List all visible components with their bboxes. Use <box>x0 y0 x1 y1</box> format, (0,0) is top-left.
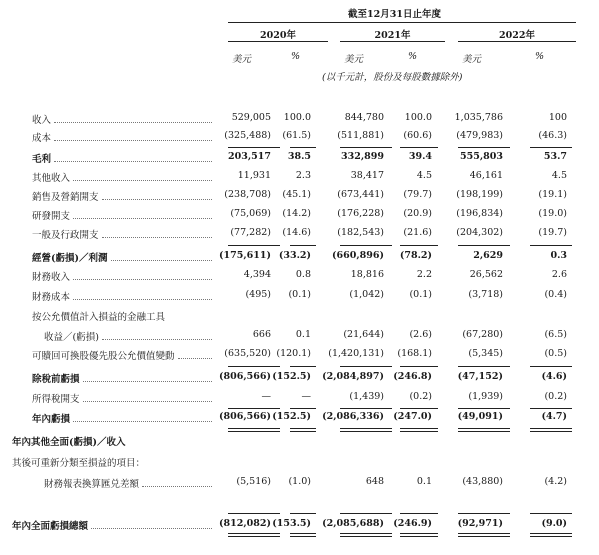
total-rule <box>340 408 392 409</box>
row-label: 所得稅開支 <box>32 394 80 405</box>
row-value: (67,280) <box>462 329 503 340</box>
row-value: (168.1) <box>397 348 432 359</box>
row-value: (43,880) <box>462 476 503 487</box>
row-value: (152.5) <box>272 411 311 422</box>
row-value: (1,042) <box>349 289 384 300</box>
row-label: 按公允價值計入損益的金融工具 <box>32 312 166 323</box>
row-value: (246.9) <box>393 518 432 529</box>
col-pct-2022: % <box>535 51 545 62</box>
row-value: (120.1) <box>276 348 311 359</box>
total-rule <box>340 428 392 429</box>
row-value: (182,543) <box>337 227 384 238</box>
row-value: (0.1) <box>288 289 311 300</box>
row-value: (19.1) <box>538 189 567 200</box>
row-label: 經營(虧損)／利潤 <box>32 253 108 264</box>
total-rule <box>530 245 572 246</box>
row-value: 4,394 <box>243 269 271 280</box>
row-value: (79.7) <box>403 189 432 200</box>
row-value: (4.7) <box>541 411 567 422</box>
row-value: 844,780 <box>344 112 384 123</box>
total-rule <box>400 428 438 429</box>
row-value: 555,803 <box>460 151 503 162</box>
total-rule <box>290 533 316 534</box>
row-value: 666 <box>252 329 271 340</box>
row-value: (49,091) <box>457 411 503 422</box>
total-rule <box>228 408 280 409</box>
row-value: (673,441) <box>337 189 384 200</box>
row-value: 0.3 <box>550 250 567 261</box>
total-rule <box>340 536 392 537</box>
total-rule <box>400 533 438 534</box>
total-rule <box>228 147 280 148</box>
row-value: (495) <box>245 289 271 300</box>
total-rule <box>340 147 392 148</box>
row-value: 1,035,786 <box>454 112 503 123</box>
total-rule <box>458 245 510 246</box>
row-label: 可贖回可換股優先股公允價值變動 <box>32 351 175 362</box>
row-value: (75,069) <box>230 208 271 219</box>
year-2021-heading: 2021年 <box>374 30 411 41</box>
row-value: (812,082) <box>219 518 271 529</box>
row-value: 53.7 <box>543 151 567 162</box>
total-rule <box>458 408 510 409</box>
total-rule <box>400 147 438 148</box>
row-value: (1,439) <box>349 391 384 402</box>
total-rule <box>340 533 392 534</box>
total-rule <box>400 366 438 367</box>
row-value: 26,562 <box>469 269 503 280</box>
row-value: (176,228) <box>337 208 384 219</box>
row-value: (660,896) <box>332 250 384 261</box>
units-note: (以千元計，股份及每股數據除外) <box>322 72 463 83</box>
row-value: (175,611) <box>219 250 271 261</box>
total-rule <box>228 533 280 534</box>
row-value: (1,420,131) <box>328 348 384 359</box>
row-value: (479,983) <box>456 130 503 141</box>
row-value: 11,931 <box>237 170 271 181</box>
total-rule <box>530 428 572 429</box>
row-value: 529,005 <box>231 112 271 123</box>
row-value: (46.3) <box>538 130 567 141</box>
row-value: (246.8) <box>393 371 432 382</box>
row-value: 100.0 <box>283 112 311 123</box>
row-value: (60.6) <box>403 130 432 141</box>
total-rule <box>290 428 316 429</box>
total-rule <box>530 533 572 534</box>
row-value: 39.4 <box>408 151 432 162</box>
row-label: 年內虧損 <box>32 414 71 425</box>
total-rule <box>290 408 316 409</box>
total-rule <box>228 366 280 367</box>
total-rule <box>290 536 316 537</box>
row-value: (0.5) <box>544 348 567 359</box>
row-value: (3,718) <box>468 289 503 300</box>
row-label: 其後可重新分類至損益的項目： <box>12 458 146 469</box>
row-value: (1,939) <box>468 391 503 402</box>
row-label: 收益／(虧損) <box>44 332 99 343</box>
row-value: 4.5 <box>551 170 567 181</box>
row-value: 18,816 <box>350 269 384 280</box>
year-2020-rule <box>228 41 328 42</box>
total-rule <box>228 536 280 537</box>
col-pct-2020: % <box>291 51 301 62</box>
row-value: (9.0) <box>541 518 567 529</box>
row-value: 4.5 <box>416 170 432 181</box>
row-value: (92,971) <box>457 518 503 529</box>
year-2022-rule <box>458 41 576 42</box>
row-value: 203,517 <box>228 151 271 162</box>
col-unit-2021: 美元 <box>344 54 364 65</box>
row-value: (806,566) <box>219 371 271 382</box>
row-label: 銷售及營銷開支 <box>32 192 99 203</box>
row-label: 財務報表換算匯兑差額 <box>44 479 140 490</box>
row-label: 年內其他全面(虧損)／收入 <box>12 437 126 448</box>
total-rule <box>530 431 572 432</box>
total-rule <box>530 513 572 514</box>
row-label: 其他收入 <box>32 173 71 184</box>
row-value: 0.1 <box>416 476 432 487</box>
total-rule <box>458 431 510 432</box>
total-rule <box>530 408 572 409</box>
row-value: (0.2) <box>409 391 432 402</box>
row-label: 一般及行政開支 <box>32 230 99 241</box>
row-value: (78.2) <box>399 250 432 261</box>
row-value: (47,152) <box>457 371 503 382</box>
col-unit-2020: 美元 <box>232 54 252 65</box>
row-value: (14.6) <box>282 227 311 238</box>
row-value: (19.0) <box>538 208 567 219</box>
total-rule <box>458 536 510 537</box>
total-rule <box>290 245 316 246</box>
row-value: (6.5) <box>544 329 567 340</box>
total-rule <box>228 431 280 432</box>
row-value: (325,488) <box>224 130 271 141</box>
row-value: 2.3 <box>295 170 311 181</box>
total-rule <box>228 513 280 514</box>
row-value: (247.0) <box>393 411 432 422</box>
total-rule <box>228 428 280 429</box>
row-value: (511,881) <box>337 130 384 141</box>
row-value: (204,302) <box>456 227 503 238</box>
row-value: (14.2) <box>282 208 311 219</box>
row-value: (0.1) <box>409 289 432 300</box>
period-heading: 截至12月31日止年度 <box>348 9 441 20</box>
row-value: (1.0) <box>288 476 311 487</box>
row-value: (0.2) <box>544 391 567 402</box>
total-rule <box>400 431 438 432</box>
row-value: 2,629 <box>473 250 503 261</box>
row-value: (2,086,336) <box>322 411 384 422</box>
row-label: 除稅前虧損 <box>32 374 80 385</box>
total-rule <box>458 428 510 429</box>
row-label: 財務成本 <box>32 292 71 303</box>
total-rule <box>340 513 392 514</box>
row-value: — <box>301 391 311 402</box>
row-value: (4.2) <box>544 476 567 487</box>
year-2020-heading: 2020年 <box>260 30 296 41</box>
total-rule <box>400 408 438 409</box>
row-value: 100 <box>548 112 567 123</box>
row-label: 研發開支 <box>32 211 71 222</box>
total-rule <box>290 147 316 148</box>
col-pct-2021: % <box>408 51 418 62</box>
row-value: 38,417 <box>350 170 384 181</box>
row-value: 0.8 <box>295 269 311 280</box>
col-unit-2022: 美元 <box>462 54 482 65</box>
row-value: 2.2 <box>416 269 432 280</box>
row-label: 財務收入 <box>32 272 71 283</box>
row-value: (153.5) <box>272 518 311 529</box>
total-rule <box>340 245 392 246</box>
row-value: 332,899 <box>341 151 384 162</box>
total-rule <box>458 533 510 534</box>
row-value: (238,708) <box>224 189 271 200</box>
row-value: (0.4) <box>544 289 567 300</box>
row-value: (806,566) <box>219 411 271 422</box>
row-value: (5,516) <box>236 476 271 487</box>
total-rule <box>400 513 438 514</box>
year-2022-heading: 2022年 <box>499 30 535 41</box>
total-rule <box>400 245 438 246</box>
total-rule <box>458 366 510 367</box>
row-value: 38.5 <box>287 151 311 162</box>
row-label: 收入 <box>32 115 52 126</box>
total-rule <box>340 431 392 432</box>
total-rule <box>400 536 438 537</box>
row-value: (20.9) <box>403 208 432 219</box>
row-value: 648 <box>365 476 384 487</box>
row-value: (2.6) <box>409 329 432 340</box>
total-rule <box>530 366 572 367</box>
total-rule <box>228 245 280 246</box>
row-label: 毛利 <box>32 154 52 165</box>
row-value: (61.5) <box>282 130 311 141</box>
total-rule <box>530 536 572 537</box>
row-value: (4.6) <box>541 371 567 382</box>
row-label: 年內全面虧損總額 <box>12 521 89 532</box>
total-rule <box>458 513 510 514</box>
row-value: 100.0 <box>404 112 432 123</box>
row-value: 2.6 <box>551 269 567 280</box>
total-rule <box>530 147 572 148</box>
row-value: (45.1) <box>282 189 311 200</box>
row-label: 成本 <box>32 133 52 144</box>
total-rule <box>290 431 316 432</box>
row-value: (77,282) <box>230 227 271 238</box>
row-value: (21,644) <box>343 329 384 340</box>
row-value: 0.1 <box>295 329 311 340</box>
row-value: (152.5) <box>272 371 311 382</box>
total-rule <box>458 147 510 148</box>
row-value: (196,834) <box>456 208 503 219</box>
row-value: — <box>261 391 271 402</box>
year-2021-rule <box>340 41 445 42</box>
total-rule <box>290 366 316 367</box>
row-value: (33.2) <box>278 250 311 261</box>
row-value: (21.6) <box>403 227 432 238</box>
period-rule <box>228 22 576 23</box>
row-value: (2,084,897) <box>322 371 384 382</box>
row-value: (198,199) <box>456 189 503 200</box>
row-value: (5,345) <box>468 348 503 359</box>
row-value: (19.7) <box>538 227 567 238</box>
row-value: (635,520) <box>224 348 271 359</box>
total-rule <box>290 513 316 514</box>
total-rule <box>340 366 392 367</box>
row-value: (2,085,688) <box>322 518 384 529</box>
row-value: 46,161 <box>469 170 503 181</box>
